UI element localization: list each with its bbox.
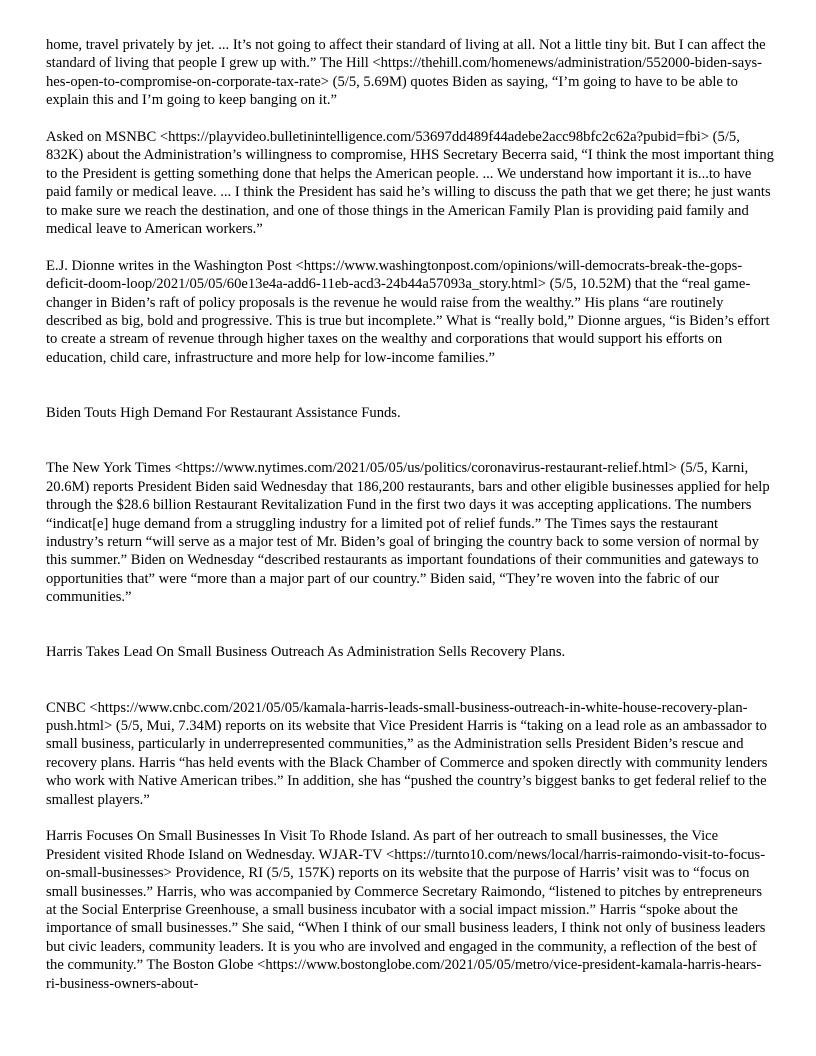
paragraph-cnbc-harris: CNBC <https://www.cnbc.com/2021/05/05/kamala-harris-leads-small-business-outreach-in-white-house-recovery-plan-push.html> (5/5, Mui, 7.34M) reports on its website that Vice President Harris is “taking on a lead role as an ambassador to small business, particularly in underrepresented communities,” as the Administration sells President Biden’s rescue and recovery plans. Harris “has held events with the Black Chamber of Commerce and spoken directly with community lenders who work with Native American tribes.” In addition, she has “pushed the country’s biggest banks to get federal relief to the smallest players.”: [46, 699, 768, 808]
paragraph-harris-rhode-island: Harris Focuses On Small Businesses In Visit To Rhode Island. As part of her outreach to small businesses, the Vice President visited Rhode Island on Wednesday. WJAR-TV <https://turnto10.com/news/local/harris-raimondo-visit-to-focus-on-small-businesses> Providence, RI (5/5, 157K) reports on its website that the purpose of Harris’ visit was to “focus on small businesses.” Harris, who was accompanied by Commerce Secretary Raimondo, “listened to pitches by entrepreneurs at the Social Enterprise Greenhouse, a small business incubator with a social impact mission.” Harris “spoke about the importance of small businesses.” She said, “When I think of our small business leaders, I think not only of business leaders but civic leaders, community leaders. It is you who are involved and engaged in the community, a reflection of the best of the community.” The Boston Globe <https://www.bostonglobe.com/2021/05/05/metro/vice-president-kamala-harris-hears-ri-business-owners-about-: [46, 828, 766, 992]
paragraph-nyt-restaurants: The New York Times <https://www.nytimes.com/2021/05/05/us/politics/coronavirus-restaurant-relief.html> (5/5, Karni, 20.6M) reports President Biden said Wednesday that 186,200 restaurants, bars and other eligible businesses applied for help through the $28.6 billion Restaurant Revitalization Fund in the first two days it was accepting applications. The numbers “indicat[e] huge demand from a struggling industry for a limited pot of relief funds.” The Times says the restaurant industry’s return “will serve as a major test of Mr. Biden’s goal of bringing the country back to some version of normal by this summer.” Biden on Wednesday “described restaurants as important foundations of their communities and gateways to opportunities that” were “more than a major part of our country.” Biden said, “They’re woven into the fabric of our communities.”: [46, 460, 770, 606]
section-heading-harris-small-business: Harris Takes Lead On Small Business Outreach As Administration Sells Recovery Plans.: [46, 644, 566, 661]
paragraph-dionne-wapo: E.J. Dionne writes in the Washington Post <https://www.washingtonpost.com/opinions/will-democrats-break-the-gops-deficit-doom-loop/2021/05/05/60e13e4a-add6-11eb-acd3-24b44a57093a_story.html> (5/5, 10.52M) that the “real game-changer in Biden’s raft of policy proposals is the revenue he would raise from the wealthy.” His plans “are routinely described as big, bold and progressive. This is true but incomplete.” What is “really bold,” Dionne argues, “is Biden’s effort to create a stream of revenue through higher taxes on the wealthy and corporations that would support his efforts on education, child care, infrastructure and more help for low-income families.”: [46, 257, 770, 366]
document-page: [46, 36, 774, 993]
paragraph-hill-quote: home, travel privately by jet. ... It’s not going to affect their standard of living at all. Not a little tiny bit. But I can affect the standard of living that people I grew up with.” The Hill <https://thehill.com/homenews/administration/552000-biden-says-hes-open-to-compromise-on-corporate-tax-rate> (5/5, 5.69M) quotes Biden as saying, “I’m going to have to be able to explain this and I’m going to keep banging on it.”: [46, 37, 766, 109]
paragraph-msnbc-becerra: Asked on MSNBC <https://playvideo.bulletinintelligence.com/53697dd489f44adebe2acc98bfc2c62a?pubid=fbi> (5/5, 832K) about the Administration’s willingness to compromise, HHS Secretary Becerra said, “I think the most important thing to the President is getting something done that helps the American people. ... We understand how important it is...to have paid family or medical leave. ... I think the President has said he’s willing to discuss the path that we get there; he just wants to make sure we reach the destination, and one of those things in the American Family Plan is providing paid family and medical leave to American workers.”: [46, 129, 774, 238]
section-heading-restaurant-funds: Biden Touts High Demand For Restaurant Assistance Funds.: [46, 405, 401, 422]
